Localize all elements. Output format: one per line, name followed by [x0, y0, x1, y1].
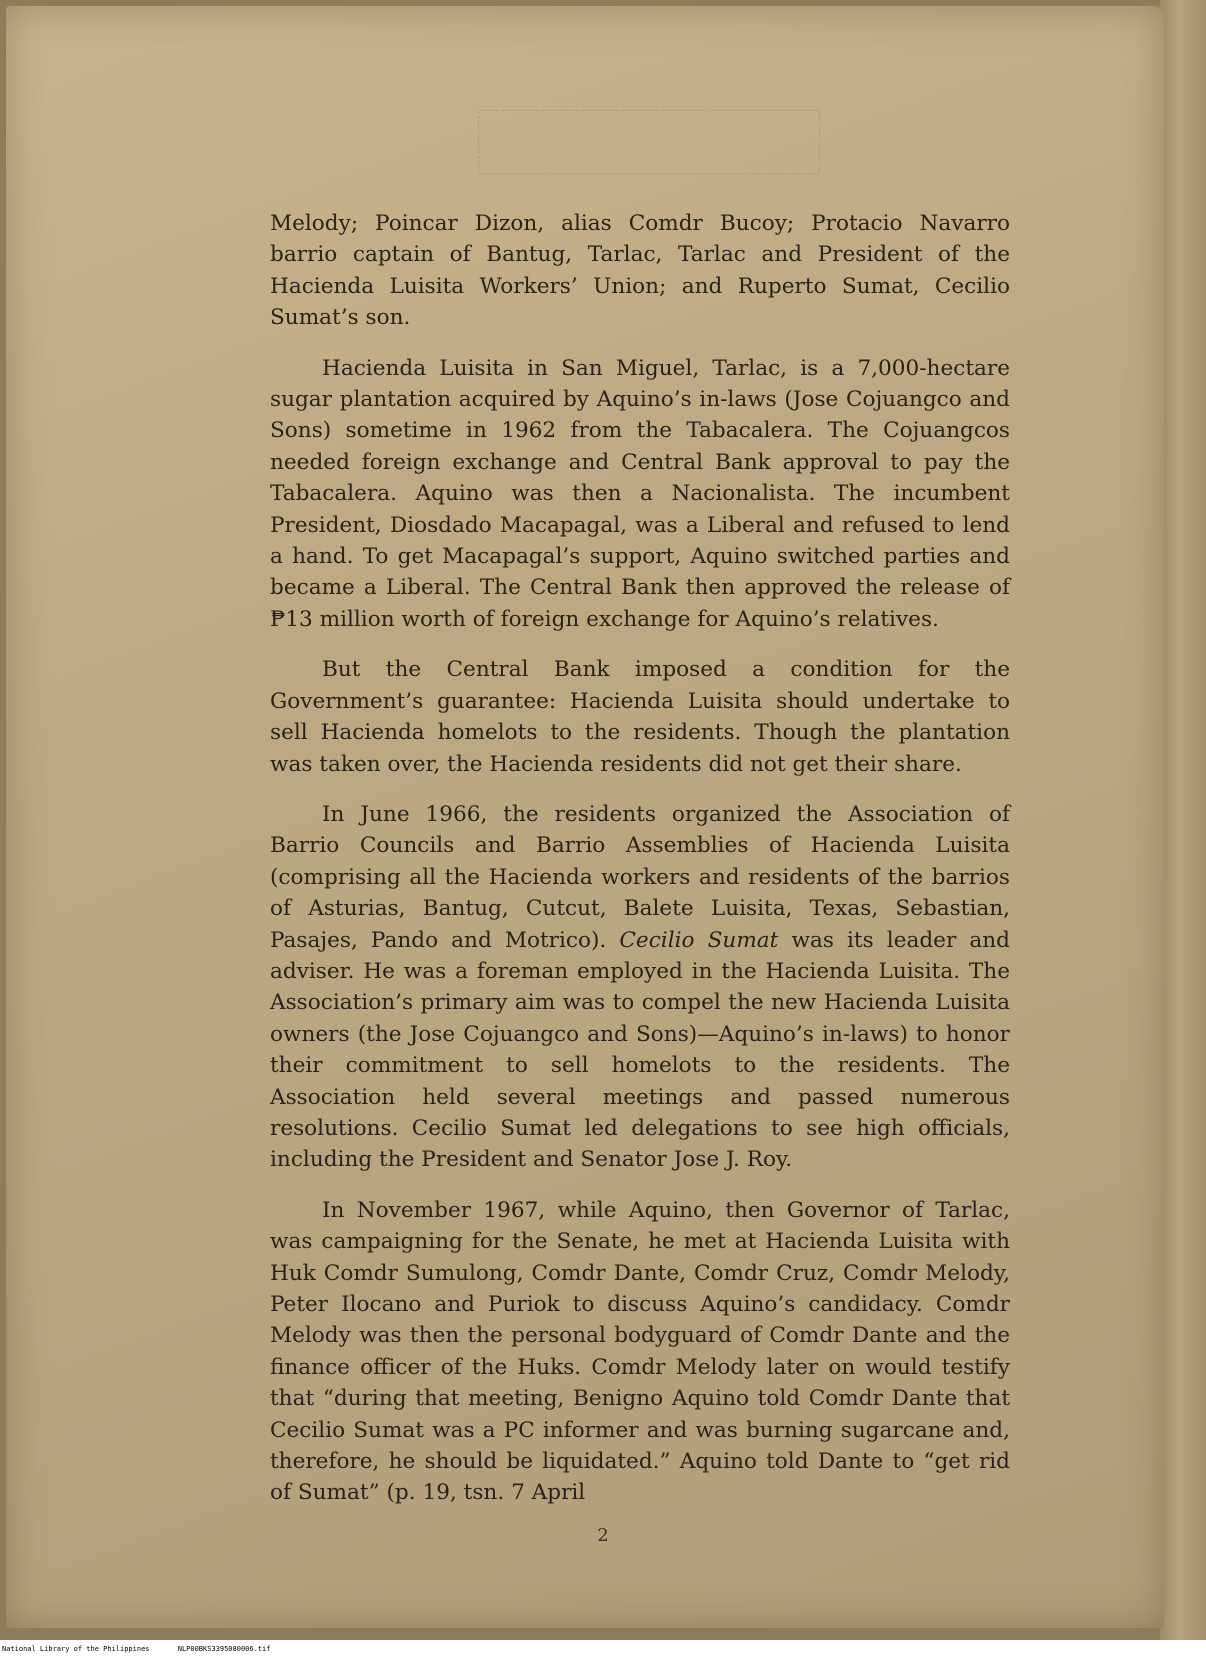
- paragraph-5: In November 1967, while Aquino, then Governor of Tarlac, was campaigning for the Senate, he met at Hacienda Luisita with Huk Comdr Sumulong, Comdr Dante, Comdr Cruz, Comdr Melody, Peter Ilocano and Puriok to discuss Aquino’s candidacy. Comdr Melody was then the personal bodyguard of Comdr Dante and the finance officer of the Huks. Comdr Melody later on would testify that “during that meeting, Benigno Aquino told Comdr Dante that Cecilio Sumat was a PC informer and was burning sugarcane and, therefore, he should be liquidated.” Aquino told Dante to “get rid of Sumat” (p. 19, tsn. 7 April: [270, 1197, 1010, 1506]
- faded-stamp: [478, 110, 820, 174]
- footer-file: NLP00BKS3395080006.tif: [177, 1645, 271, 1653]
- paragraph-3: But the Central Bank imposed a condition for the Government’s guarantee: Hacienda Luisita should undertake to sell Hacienda homelots to the residents. Though the plantation was taken over, the Hacienda residents did not get their share.: [270, 657, 1010, 777]
- page-right-edge: [1160, 0, 1206, 1640]
- scan-footer: [0, 1640, 1206, 1658]
- page-number: 2: [597, 1525, 609, 1546]
- paragraph-1: Melody; Poincar Dizon, alias Comdr Bucoy; Protacio Navarro barrio captain of Bantug, Tarlac, Tarlac and President of the Hacienda Luisita Workers’ Union; and Ruperto Sumat, Cecilio Sumat’s son.: [270, 211, 1010, 331]
- paragraph-4-emphasis: Cecilio Sumat: [619, 927, 779, 953]
- paragraph-2: Hacienda Luisita in San Miguel, Tarlac, is a 7,000-hectare sugar plantation acquired by Aquino’s in-laws (Jose Cojuangco and Sons) sometime in 1962 from the Tabacalera. The Cojuangcos needed foreign exchange and Central Bank approval to pay the Tabacalera. Aquino was then a Nacionalista. The incumbent President, Diosdado Macapagal, was a Liberal and refused to lend a hand. To get Macapagal’s support, Aquino switched parties and became a Liberal. The Central Bank then approved the release of ₱13 million worth of foreign exchange for Aquino’s relatives.: [270, 355, 1010, 632]
- paragraph-4-part-1: In June 1966, the residents organized the Association of Barrio Councils and Barrio Assemblies of Hacienda Luisita (comprising all the Hacienda workers and residents of the barrios of Asturias, Bantug, Cutcut, Balete Luisita, Texas, Sebastian, Pasajes, Pando and Motrico).: [270, 801, 1010, 953]
- footer-library: National Library of the Philippines: [2, 1645, 150, 1653]
- paragraph-4-part-2: was its leader and adviser. He was a foreman employed in the Hacienda Luisita. The Association’s primary aim was to compel the new Hacienda Luisita owners (the Jose Cojuangco and Sons)—Aquino’s in-laws) to honor their commitment to sell homelots to the residents. The Association held several meetings and passed numerous resolutions. Cecilio Sumat led delegations to see high officials, including the President and Senator Jose J. Roy.: [270, 927, 1010, 1173]
- document-body: [270, 208, 1010, 1528]
- paragraph-4: [270, 799, 1010, 1176]
